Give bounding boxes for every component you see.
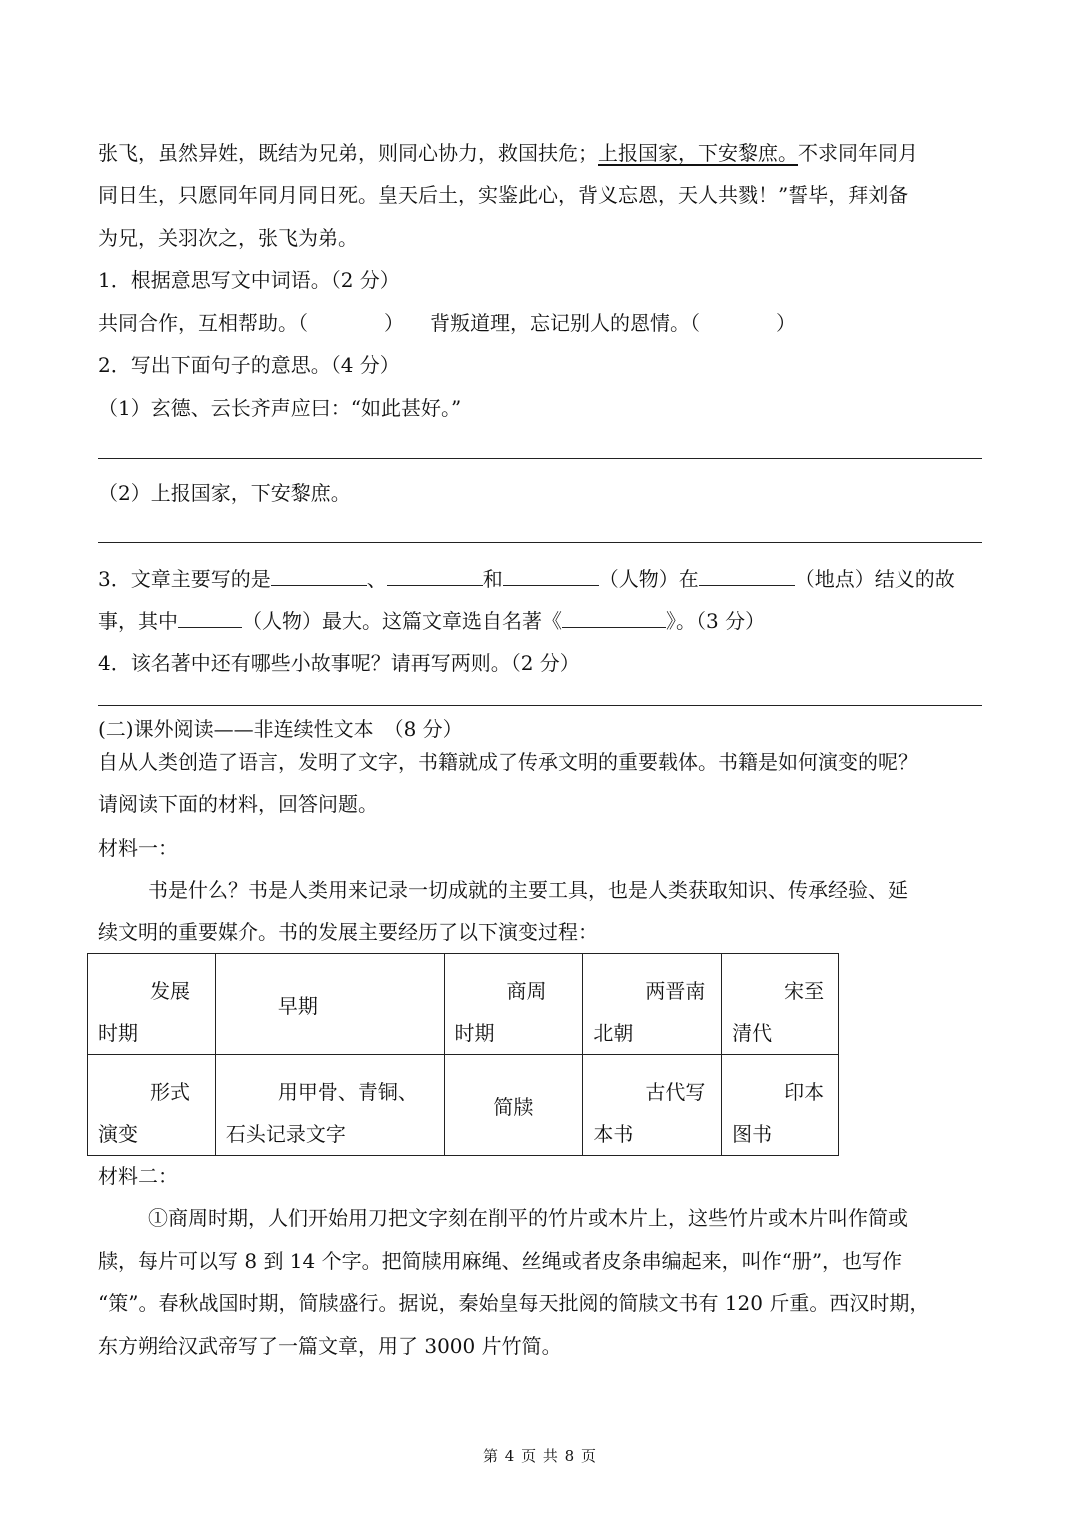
passage-line-3: 为兄，关羽次之，张飞为弟。 [98,226,358,250]
material-2-label: 材料二： [98,1164,178,1188]
material-2-paragraph-4: 东方朔给汉武帝写了一篇文章，用了 3000 片竹简。 [98,1334,562,1358]
table-cell: 早期 [215,954,444,1055]
passage-line-1 [98,140,918,166]
q1-item-1: 共同合作，互相帮助。（ [98,311,308,335]
section-2-intro-1: 自从人类创造了语言，发明了文字，书籍就成了传承文明的重要载体。书籍是如何演变的呢？ [98,750,918,774]
answer-line[interactable] [98,458,982,459]
answer-blank[interactable] [562,607,666,628]
book-evolution-table [87,953,839,1156]
question-3-line-2: 事，其中 （人物）最大。这篇文章选自名著《 》。（3 分） [98,609,766,633]
table-cell: 用甲骨、青铜、 石头记录文字 [215,1055,444,1156]
answer-line[interactable] [98,542,982,543]
answer-blank[interactable] [699,565,795,586]
question-2-sub-2: （2）上报国家，下安黎庶。 [98,481,351,505]
question-1-prompt: 1．根据意思写文中词语。（2 分） [98,268,400,292]
table-cell: 两晋南 北朝 [583,954,722,1055]
table-cell: 商周 时期 [444,954,583,1055]
material-1-paragraph-2: 续文明的重要媒介。书的发展主要经历了以下演变过程： [98,920,598,944]
passage-text: 张飞，虽然异姓，既结为兄弟，则同心协力，救国扶危； [98,141,598,165]
table-cell: 古代写 本书 [583,1055,722,1156]
section-2-title: (二)课外阅读——非连续性文本 （8 分） [98,717,463,741]
table-header-cell: 发展 时期 [88,954,216,1055]
passage-line-2: 同日生，只愿同年同月同日死。皇天后土，实鉴此心，背义忘恩，天人共戮！”誓毕，拜刘备 [98,183,909,207]
material-2-paragraph-2: 牍，每片可以写 8 到 14 个字。把简牍用麻绳、丝绳或者皮条串编起来，叫作“册”，也写作 [98,1249,903,1273]
table-row [88,954,839,1055]
answer-line[interactable] [98,705,982,706]
table-cell: 印本 图书 [722,1055,839,1156]
q1-item-2: 背叛道理，忘记别人的恩情。（ [430,311,700,335]
passage-text: 不求同年同月 [798,141,918,165]
question-3-line-1: 3．文章主要写的是 、 和 （人物）在 （地点）结义的故 [98,567,955,591]
table-row [88,1055,839,1156]
table-header-cell: 形式 演变 [88,1055,216,1156]
answer-blank[interactable] [503,565,599,586]
question-4-prompt: 4．该名著中还有哪些小故事呢？请再写两则。（2 分） [98,651,580,675]
material-2-paragraph-3: “策”。春秋战国时期，简牍盛行。据说，秦始皇每天批阅的简牍文书有 120 斤重。西汉时期， [98,1291,930,1315]
section-2-intro-2: 请阅读下面的材料，回答问题。 [98,792,378,816]
page-footer: 第 4 页 共 8 页 [483,1447,597,1465]
answer-blank[interactable] [271,565,367,586]
question-1-items: 共同合作，互相帮助。（ ） 背叛道理，忘记别人的恩情。（ ） [98,311,796,335]
table-cell: 简牍 [444,1055,583,1156]
question-2-prompt: 2．写出下面句子的意思。（4 分） [98,353,400,377]
table-cell: 宋至 清代 [722,954,839,1055]
material-1-paragraph-1: 书是什么？书是人类用来记录一切成就的主要工具，也是人类获取知识、传承经验、延 [148,878,908,902]
underlined-sentence: 上报国家，下安黎庶。 [598,141,798,165]
answer-blank[interactable] [178,607,242,628]
question-2-sub-1: （1）玄德、云长齐声应曰：“如此甚好。” [98,396,462,420]
answer-blank[interactable] [387,565,483,586]
material-1-label: 材料一： [98,836,178,860]
material-2-paragraph-1: ①商周时期，人们开始用刀把文字刻在削平的竹片或木片上，这些竹片或木片叫作简或 [148,1206,908,1230]
